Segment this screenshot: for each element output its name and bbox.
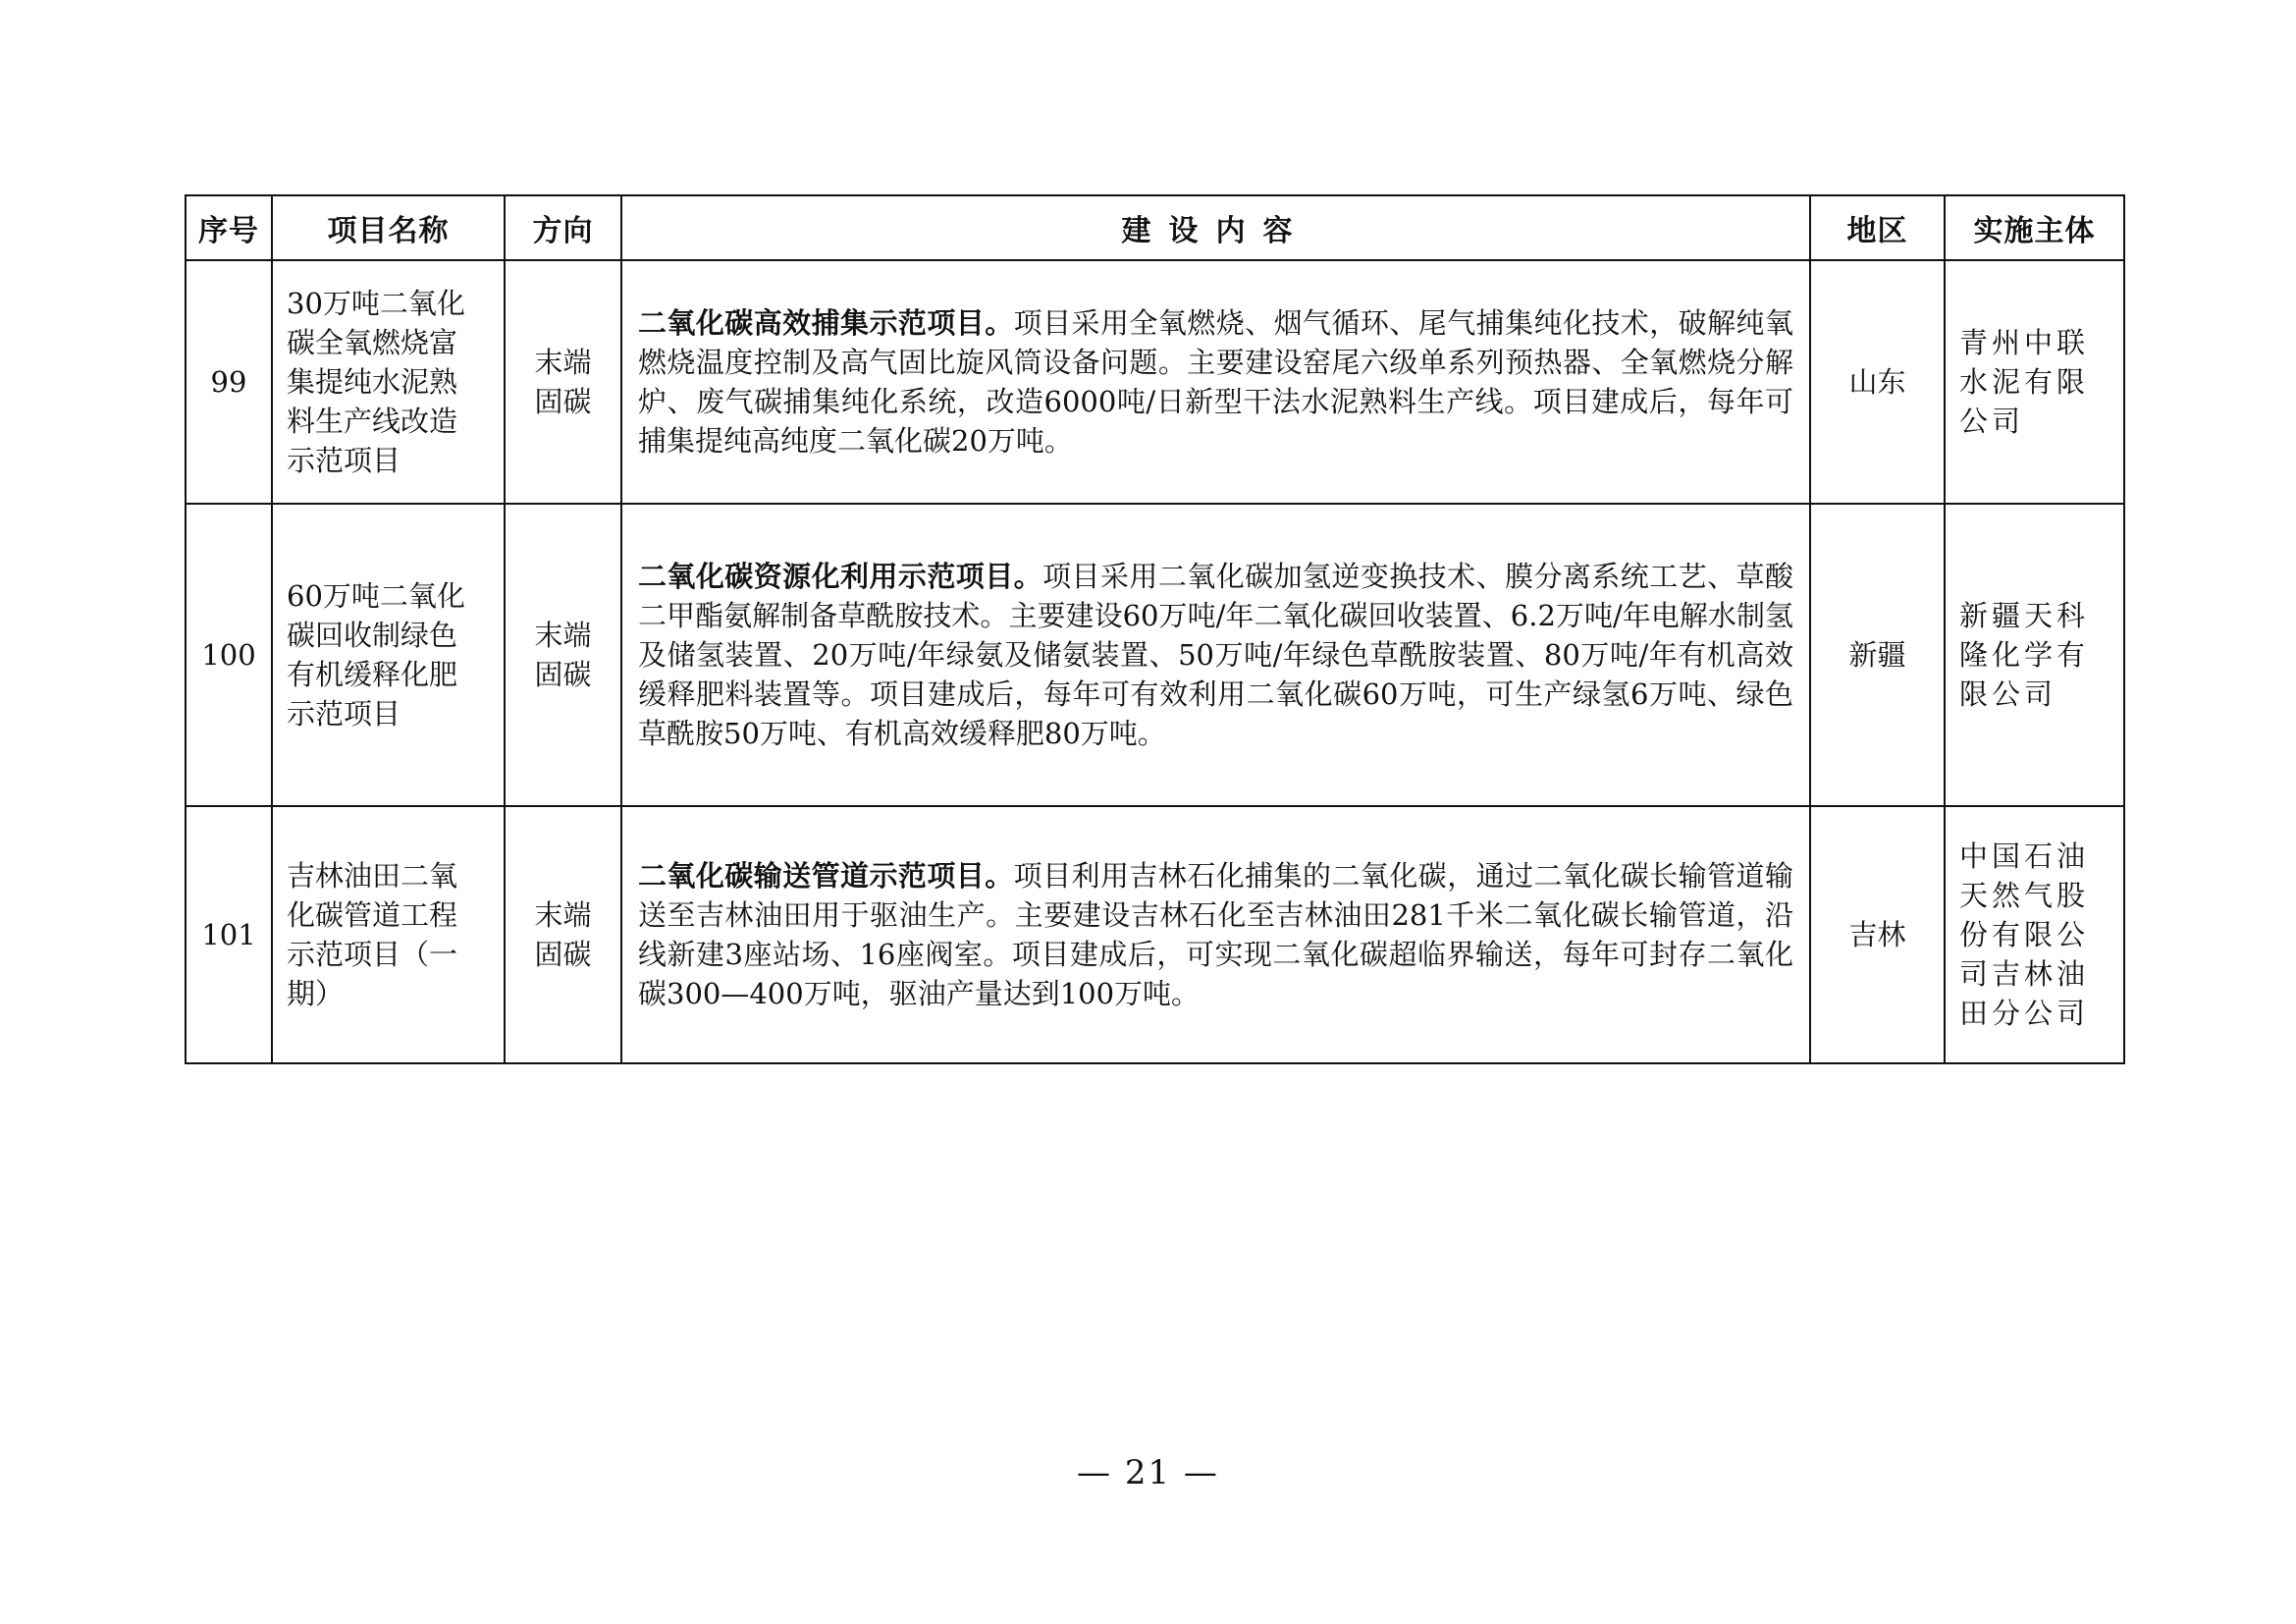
construction-content bbox=[621, 806, 1810, 1063]
direction bbox=[505, 260, 621, 504]
content-lead: 二氧化碳资源化利用示范项目。 bbox=[638, 560, 1043, 593]
page-number: — 21 — bbox=[1077, 1453, 1219, 1492]
direction bbox=[505, 504, 621, 806]
entity-line: 限公司 bbox=[1959, 677, 2057, 711]
project-name-line: 集提纯水泥熟 bbox=[287, 365, 458, 399]
header-region: 地区 bbox=[1810, 195, 1945, 260]
region: 新疆 bbox=[1810, 504, 1945, 806]
project-name-line: 料生产线改造 bbox=[287, 405, 458, 438]
entity-line: 水泥有限 bbox=[1959, 365, 2090, 399]
entity-line: 中国石油 bbox=[1959, 839, 2090, 873]
project-name-line: 示范项目 bbox=[287, 697, 401, 731]
content-body: 项目采用二氧化碳加氢逆变换技术、膜分离系统工艺、草酸二甲酯氨解制备草酰胺技术。主要建设60万吨/年二氧化碳回收装置、6.2万吨/年电解水制氢及储氢装置、20万吨/年绿氨及储氨装置、50万吨/年绿色草酰胺装置、80万吨/年有机高效缓释肥料装置等。项目建成后，每年可有效利用二氧化碳60万吨，可生产绿氢6万吨、绿色草酰胺50万吨、有机高效缓释肥80万吨。 bbox=[638, 560, 1793, 750]
direction-line: 固碳 bbox=[534, 658, 592, 691]
project-name-line: 示范项目 bbox=[287, 444, 401, 477]
entity-line: 新疆天科 bbox=[1959, 599, 2090, 632]
project-name-line: 碳全氧燃烧富 bbox=[287, 326, 458, 359]
direction bbox=[505, 806, 621, 1063]
project-name bbox=[272, 260, 505, 504]
header-name: 项目名称 bbox=[272, 195, 505, 260]
direction-line: 末端 bbox=[534, 898, 592, 932]
project-name bbox=[272, 504, 505, 806]
construction-content bbox=[621, 504, 1810, 806]
entity-line: 份有限公 bbox=[1959, 918, 2090, 951]
content-body: 项目采用全氧燃烧、烟气循环、尾气捕集纯化技术，破解纯氧燃烧温度控制及高气固比旋风筒设备问题。主要建设窑尾六级单系列预热器、全氧燃烧分解炉、废气碳捕集纯化系统，改造6000吨/日新型干法水泥熟料生产线。项目建成后，每年可捕集提纯高纯度二氧化碳20万吨。 bbox=[638, 306, 1793, 458]
entity-line: 青州中联 bbox=[1959, 326, 2090, 359]
header-direction: 方向 bbox=[505, 195, 621, 260]
entity-line: 天然气股 bbox=[1959, 879, 2090, 912]
implementing-entity bbox=[1945, 806, 2124, 1063]
region: 吉林 bbox=[1810, 806, 1945, 1063]
content-lead: 二氧化碳高效捕集示范项目。 bbox=[638, 306, 1014, 340]
content-body: 项目利用吉林石化捕集的二氧化碳，通过二氧化碳长输管道输送至吉林油田用于驱油生产。主要建设吉林石化至吉林油田281千米二氧化碳长输管道，沿线新建3座站场、16座阀室。项目建成后，可实现二氧化碳超临界输送，每年可封存二氧化碳300—400万吨，驱油产量达到100万吨。 bbox=[638, 859, 1793, 1010]
project-name-line: 30万吨二氧化 bbox=[287, 287, 465, 320]
header-no: 序号 bbox=[186, 195, 272, 260]
project-name-line: 期） bbox=[287, 977, 345, 1010]
direction-line: 末端 bbox=[534, 346, 592, 379]
row-number: 101 bbox=[186, 806, 272, 1063]
project-name-line: 化碳管道工程 bbox=[287, 898, 458, 932]
project-name bbox=[272, 806, 505, 1063]
header-owner: 实施主体 bbox=[1945, 195, 2124, 260]
header-content: 建设内容 bbox=[621, 195, 1810, 260]
projects-table bbox=[185, 194, 2125, 1064]
table-header-row bbox=[186, 195, 2124, 260]
table-row bbox=[186, 260, 2124, 504]
project-name-line: 示范项目（一 bbox=[287, 938, 458, 971]
entity-line: 司吉林油 bbox=[1959, 957, 2090, 991]
entity-line: 公司 bbox=[1959, 405, 2025, 438]
entity-line: 隆化学有 bbox=[1959, 638, 2090, 672]
construction-content bbox=[621, 260, 1810, 504]
implementing-entity bbox=[1945, 504, 2124, 806]
row-number: 99 bbox=[186, 260, 272, 504]
project-name-line: 碳回收制绿色 bbox=[287, 619, 458, 652]
content-lead: 二氧化碳输送管道示范项目。 bbox=[638, 859, 1014, 893]
direction-line: 固碳 bbox=[534, 385, 592, 418]
region: 山东 bbox=[1810, 260, 1945, 504]
table-row bbox=[186, 806, 2124, 1063]
table-row bbox=[186, 504, 2124, 806]
project-name-line: 有机缓释化肥 bbox=[287, 658, 458, 691]
implementing-entity bbox=[1945, 260, 2124, 504]
row-number: 100 bbox=[186, 504, 272, 806]
direction-line: 末端 bbox=[534, 619, 592, 652]
project-name-line: 吉林油田二氧 bbox=[287, 859, 458, 893]
entity-line: 田分公司 bbox=[1959, 997, 2090, 1030]
project-name-line: 60万吨二氧化 bbox=[287, 579, 465, 613]
direction-line: 固碳 bbox=[534, 938, 592, 971]
